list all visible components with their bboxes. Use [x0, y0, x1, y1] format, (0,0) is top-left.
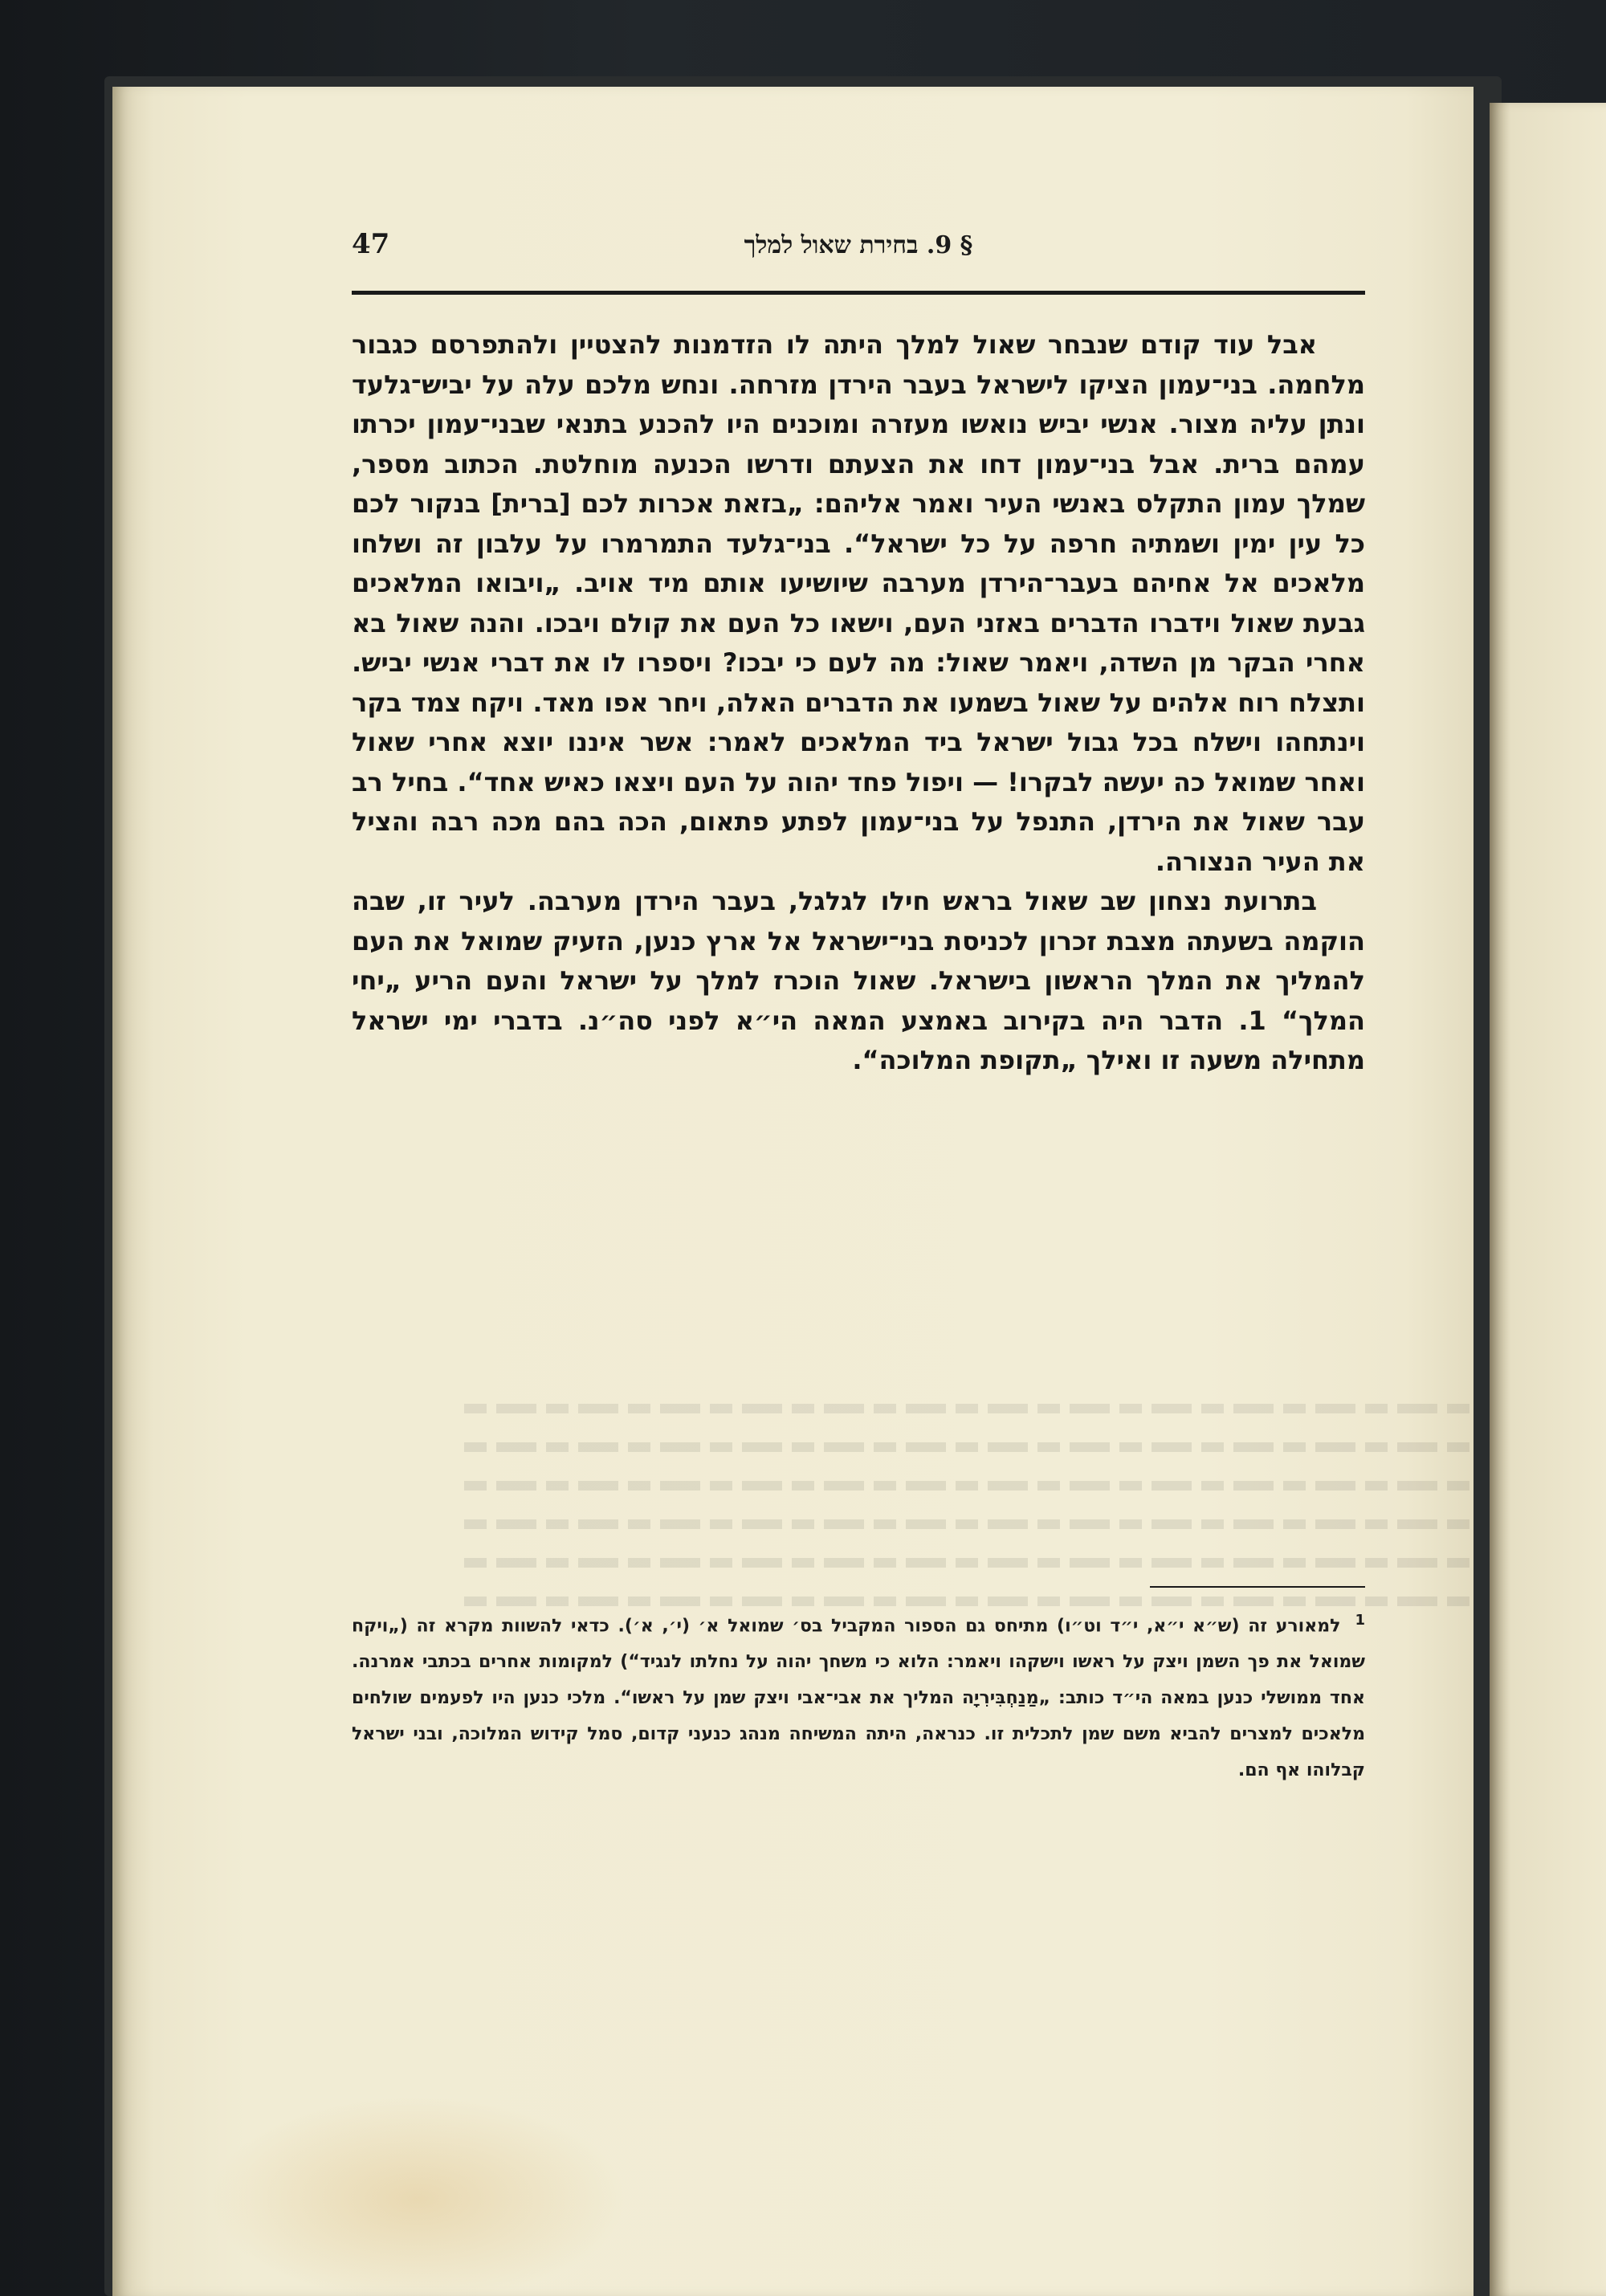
ghost-line: [464, 1404, 1474, 1413]
footnote: [352, 1602, 1365, 1788]
running-head: [352, 228, 1365, 279]
footnote-marker: 1: [1355, 1612, 1365, 1629]
header-rule: [352, 291, 1365, 295]
paragraph: בתרועת נצחון שב שאול בראש חילו לגלגל, בעבר הירדן מערבה. לעיר זו, שבה הוקמה בשעתה מצבת זכרון לכניסת בני־ישראל אל ארץ כנען, הזעיק שמואל את העם להמליך את המלך הראשון בישראל. שאול הוכרז למלך על ישראל והעם הריע „יחי המלך“ 1. הדבר היה בקירוב באמצע המאה הי״א לפני סה״נ. בדברי ימי ישראל מתחילה משעה זו ואילך „תקופת המלוכה“.: [352, 886, 1366, 1075]
footnote-rule: [1150, 1586, 1365, 1588]
ghost-line: [464, 1442, 1474, 1452]
page-number: 47: [352, 228, 390, 260]
ghost-line: [464, 1519, 1474, 1529]
body-text: [352, 325, 1365, 1081]
footnote-paragraph: [352, 1602, 1365, 1788]
facing-page-edge: [1490, 103, 1606, 2296]
ghost-line: [464, 1558, 1474, 1568]
footnote-text: למאורע זה (ש״א י״א, י״ד וט״ו) מתיחס גם הספור המקביל בס׳ שמואל א׳ (י׳, א׳). כדאי להשוות מקרא זה („ויקח שמואל את פך השמן ויצק על ראשו וישקהו ויאמר: הלוא כי משחך יהוה על נחלתו לנגיד“) למקומות אחרים בכתבי אמרנה. אחד ממושלי כנען במאה הי״ד כותב: „מַנַחְבִּירִיָה המליך את אבי־אבי ויצק שמן על ראשו“. מלכי כנען היו לפעמים שולחים מלאכים למצרים להביא משם שמן לתכלית זו. כנראה, היתה המשיחה מנהג כנעני קדום, סמל קידוש המלוכה, ובני ישראל קבלוהו אף הם.: [352, 1616, 1365, 1781]
ghost-line: [464, 1481, 1474, 1491]
reverse-side-show-through: [464, 1404, 1474, 1635]
paragraph: אבל עוד קודם שנבחר שאול למלך היתה לו הזדמנות להצטיין ולהתפרסם כגבור מלחמה. בני־עמון הציקו לישראל בעבר הירדן מזרחה. ונחש מלכם עלה על יביש־גלעד ונתן עליה מצור. אנשי יביש נואשו מעזרה ומוכנים היו להכנע בתנאי שבני־עמון יכרתו עמהם ברית. אבל בני־עמון דחו את הצעתם ודרשו הכנעה מוחלטת. הכתוב מספר, שמלך עמון התקלס באנשי העיר ואמר אליהם: „בזאת אכרות לכם [ברית] בנקור לכם כל עין ימין ושמתיה חרפה על כל ישראל“. בני־גלעד התמרמרו על עלבון זה ושלחו מלאכים אל אחיהם בעבר־הירדן מערבה שיושיעו אותם מיד אויב. „ויבואו המלאכים גבעת שאול וידברו הדברים באזני העם, וישאו כל העם את קולם ויבכו. והנה שאול בא אחרי הבקר מן השדה, ויאמר שאול: מה לעם כי יבכו? ויספרו לו את דברי אנשי יביש. ותצלח רוח אלהים על שאול בשמעו את הדברים האלה, ויחר אפו מאד. ויקח צמד בקר וינתחהו וישלח בכל גבול ישראל ביד המלאכים לאמר: אשר איננו יוצא אחרי שאול ואחר שמואל כה יעשה לבקרו! — ויפול פחד יהוה על העם ויצאו כאיש אחד“. בחיל רב עבר שאול את הירדן, התנפל על בני־עמון לפתע פתאום, הכה בהם מכה רבה והציל את העיר הנצורה.: [352, 329, 1365, 877]
running-title: § 9. בחירת שאול למלך: [744, 231, 973, 259]
